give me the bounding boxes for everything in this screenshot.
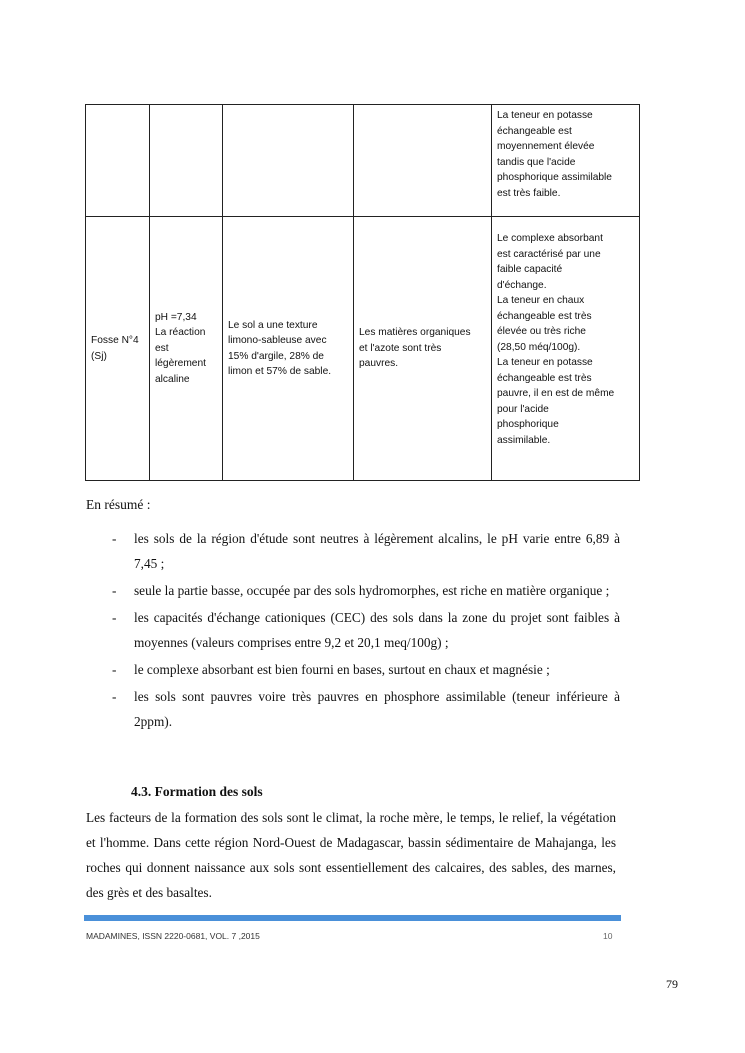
footer-inner-page-number: 10 [603, 931, 613, 941]
table-cell-texture: Le sol a une texture limono-sableuse avec 15% d'argile, 28% de limon et 57% de sable. [223, 217, 354, 481]
section-heading: 4.3. Formation des sols [131, 784, 263, 799]
table-cell [86, 105, 150, 217]
bullet-dash: - [112, 662, 117, 677]
section-paragraph: Les facteurs de la formation des sols sont le climat, la roche mère, le temps, le relief, la végétation et l'homme. Dans cette région Nord-Ouest de Madagascar, bassin sédimentaire de Mahajanga, les roches qui donnent naissance aux sols sont essentiellement des calcaires, des sables, des marnes, des grès et des basaltes. [86, 810, 616, 900]
page-number: 79 [666, 977, 678, 991]
list-item-text: les capacités d'échange cationiques (CEC) des sols dans la zone du projet sont faibles à moyennes (valeurs comprises entre 9,2 et 20,1 meq/100g) ; [134, 610, 620, 650]
bullet-dash: - [112, 689, 117, 704]
list-item-text: les sols sont pauvres voire très pauvres en phosphore assimilable (teneur inférieure à 2ppm). [134, 689, 620, 729]
list-item-text: le complexe absorbant est bien fourni en bases, surtout en chaux et magnésie ; [134, 662, 550, 677]
bullet-dash: - [112, 610, 117, 625]
bullet-dash: - [112, 531, 117, 546]
list-item [112, 657, 620, 682]
table-cell-exchange-complex: Le complexe absorbant est caractérisé par une faible capacité d'échange. La teneur en chaux échangeable est très élevée ou très riche (28,50 méq/100g). La teneur en potasse échangeable est très pauvre, il en est de même pour l'acide phosphorique assimilable. [492, 217, 640, 481]
summary-title: En résumé : [86, 497, 151, 512]
table-cell [354, 105, 492, 217]
table-cell [150, 105, 223, 217]
list-item-text: les sols de la région d'étude sont neutres à légèrement alcalins, le pH varie entre 6,89 à 7,45 ; [134, 531, 620, 571]
table-cell-ph: pH =7,34 La réaction est légèrement alcaline [150, 217, 223, 481]
list-item-text: seule la partie basse, occupée par des sols hydromorphes, est riche en matière organique ; [134, 583, 610, 598]
footer-journal-info: MADAMINES, ISSN 2220-0681, VOL. 7 ,2015 [86, 931, 260, 941]
table-cell: La teneur en potasse échangeable est moyennement élevée tandis que l'acide phosphorique assimilable est très faible. [492, 105, 640, 217]
bullet-dash: - [112, 583, 117, 598]
soil-analysis-table [85, 104, 640, 481]
list-item [112, 684, 620, 734]
summary-list [112, 526, 620, 736]
table-cell-profile: Fosse N°4 (Sj) [86, 217, 150, 481]
list-item [112, 605, 620, 655]
table-cell-organic-matter: Les matières organiques et l'azote sont très pauvres. [354, 217, 492, 481]
table-cell [223, 105, 354, 217]
table-row [86, 105, 640, 217]
list-item [112, 526, 620, 576]
footer-divider-bar [84, 915, 621, 921]
table-row [86, 217, 640, 481]
list-item [112, 578, 620, 603]
